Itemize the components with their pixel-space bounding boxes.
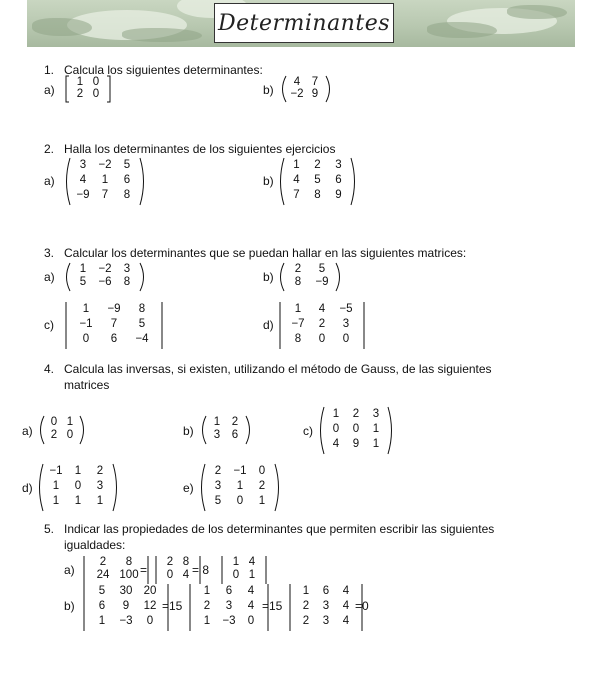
matrix-entry: −9 (107, 303, 121, 315)
matrix-entry: 0 (82, 333, 90, 345)
right-paren (113, 464, 117, 511)
q3-d-matrix (278, 302, 366, 349)
left-paren (41, 416, 45, 444)
q5-b-det1 (82, 584, 170, 631)
matrix-entry: 9 (122, 600, 130, 612)
matrix-entry: 1 (52, 480, 60, 492)
matrix-entry: 6 (98, 600, 106, 612)
question-4-number: 4. (44, 362, 55, 376)
left-paren (281, 263, 285, 291)
matrix-entry: 1 (74, 495, 82, 507)
matrix-entry: 4 (293, 76, 301, 88)
matrix-entry: 6 (110, 333, 118, 345)
right-paren (336, 263, 340, 291)
matrix-entry: 4 (247, 600, 255, 612)
matrix-entry: 1 (248, 569, 256, 581)
right-bracket (107, 76, 110, 102)
left-paren (202, 464, 206, 511)
matrix-entry: 2 (214, 465, 222, 477)
matrix-entry: 4 (248, 556, 256, 568)
matrix-entry: 6 (123, 174, 131, 186)
matrix-entry: 0 (236, 495, 244, 507)
q2-b-label: b) (263, 174, 274, 188)
matrix-entry: 1 (232, 556, 240, 568)
matrix-entry: 5 (138, 318, 146, 330)
matrix-entry: 4 (182, 569, 190, 581)
right-paren (388, 407, 392, 454)
q4-c-matrix (318, 407, 394, 454)
left-paren (40, 464, 44, 511)
matrix-entry: −3 (222, 615, 236, 627)
matrix-entry: −1 (79, 318, 93, 330)
q1-b-matrix (280, 76, 332, 102)
q4-d-label: d) (22, 481, 33, 495)
matrix-entry: 8 (123, 189, 131, 201)
question-3-text: Calcular los determinantes que se puedan hallar en las siguientes matrices: (64, 246, 467, 260)
matrix-entry: 4 (342, 585, 350, 597)
matrix-entry: −1 (49, 465, 63, 477)
matrix-entry: 0 (92, 76, 100, 88)
left-paren (281, 158, 285, 205)
matrix-entry: −2 (290, 88, 304, 100)
matrix-entry: 5 (314, 174, 321, 186)
matrix-entry: −6 (98, 276, 112, 288)
matrix-entry: 3 (213, 429, 221, 441)
matrix-entry: 1 (66, 416, 74, 428)
q4-e-matrix (199, 464, 281, 511)
q1-a-label: a) (44, 83, 55, 97)
matrix-entry: 0 (166, 569, 174, 581)
q2-a-label: a) (44, 174, 55, 188)
q3-c-matrix (64, 302, 164, 349)
q4-e-label: e) (183, 481, 194, 495)
matrix-entry: 1 (98, 615, 106, 627)
matrix-entry: 3 (372, 408, 380, 420)
matrix-entry: 1 (258, 495, 266, 507)
right-paren (351, 158, 355, 205)
q3-b-matrix (278, 263, 342, 291)
question-5-text-line1: Indicar las propiedades de los determinantes que permiten escribir las siguientes (64, 522, 495, 536)
matrix-entry: 0 (318, 333, 326, 345)
q2-a-matrix (64, 158, 146, 205)
matrix-entry: 4 (342, 615, 350, 627)
q1-a-matrix (64, 76, 112, 102)
matrix-entry: 8 (138, 303, 146, 315)
matrix-entry: 1 (101, 174, 109, 186)
matrix-entry: 24 (96, 569, 110, 581)
matrix-entry: 8 (125, 556, 133, 568)
q4-c-label: c) (303, 424, 313, 438)
matrix-entry: 7 (101, 189, 109, 201)
matrix-entry: 5 (214, 495, 222, 507)
right-paren (80, 416, 84, 444)
matrix-entry: −9 (315, 276, 329, 288)
matrix-entry: 5 (79, 276, 87, 288)
matrix-entry: 2 (166, 556, 174, 568)
right-paren (140, 263, 144, 291)
question-4-text-line2: matrices (64, 378, 110, 392)
matrix-entry: 6 (335, 174, 342, 186)
matrix-entry: 3 (322, 600, 330, 612)
matrix-entry: 5 (123, 159, 131, 171)
matrix-entry: 2 (99, 556, 107, 568)
matrix-entry: 2 (231, 416, 239, 428)
matrix-entry: 3 (335, 159, 342, 171)
q5-b-eq2: =15 (262, 599, 283, 613)
matrix-entry: 9 (335, 189, 342, 201)
matrix-entry: 3 (96, 480, 104, 492)
matrix-entry: 3 (342, 318, 350, 330)
matrix-entry: 0 (92, 88, 100, 100)
matrix-entry: 3 (123, 263, 131, 275)
matrix-entry: 2 (258, 480, 266, 492)
q4-b-label: b) (183, 424, 194, 438)
matrix-entry: 1 (96, 495, 104, 507)
matrix-entry: 8 (294, 276, 302, 288)
matrix-entry: 8 (182, 556, 190, 568)
question-4-text-line1: Calcula las inversas, si existen, utilizando el método de Gauss, de las siguientes (64, 362, 492, 376)
matrix-entry: 0 (66, 429, 74, 441)
matrix-entry: 1 (76, 76, 84, 88)
q5-b-det2 (188, 584, 270, 631)
matrix-entry: 7 (311, 76, 319, 88)
matrix-entry: 0 (74, 480, 82, 492)
matrix-entry: 4 (79, 174, 87, 186)
q3-a-matrix (64, 263, 146, 291)
matrix-entry: 8 (294, 333, 302, 345)
matrix-entry: 12 (143, 600, 157, 612)
matrix-entry: 2 (96, 465, 104, 477)
matrix-entry: 4 (247, 585, 255, 597)
matrix-entry: 1 (82, 303, 90, 315)
q5-b-det3 (288, 584, 364, 631)
matrix-entry: 7 (110, 318, 118, 330)
matrix-entry: 4 (318, 303, 326, 315)
matrix-entry: 2 (50, 429, 58, 441)
right-paren (326, 76, 330, 102)
right-paren (246, 416, 250, 444)
matrix-entry: 0 (332, 423, 340, 435)
matrix-entry: 2 (314, 159, 321, 171)
q2-b-matrix (278, 158, 357, 205)
left-bracket (66, 76, 69, 102)
q3-c-label: c) (44, 318, 54, 332)
matrix-entry: 0 (146, 615, 154, 627)
matrix-entry: 0 (232, 569, 240, 581)
left-paren (321, 407, 325, 454)
matrix-entry: 4 (293, 174, 300, 186)
question-1-number: 1. (44, 63, 55, 77)
matrix-entry: 20 (143, 585, 157, 597)
question-3-number: 3. (44, 246, 55, 260)
matrix-entry: 1 (52, 495, 60, 507)
matrix-entry: 2 (76, 88, 84, 100)
matrix-entry: −4 (135, 333, 149, 345)
q5-a-eq2: = 8 (192, 563, 210, 577)
right-paren (275, 464, 279, 511)
matrix-entry: 9 (352, 438, 360, 450)
q5-a-label: a) (64, 563, 75, 577)
matrix-entry: 2 (302, 615, 310, 627)
matrix-entry: 6 (231, 429, 239, 441)
matrix-entry: 100 (119, 569, 139, 581)
matrix-entry: 2 (352, 408, 360, 420)
matrix-entry: 1 (302, 585, 310, 597)
matrix-entry: 9 (311, 88, 319, 100)
q4-d-matrix (37, 464, 119, 511)
q4-b-matrix (200, 416, 252, 444)
matrix-entry: 8 (123, 276, 131, 288)
matrix-entry: 1 (294, 303, 302, 315)
question-2-number: 2. (44, 142, 55, 156)
matrix-entry: 7 (293, 189, 300, 201)
left-paren (203, 416, 207, 444)
matrix-entry: 8 (314, 189, 321, 201)
left-paren (67, 158, 71, 205)
q4-a-matrix (38, 416, 86, 444)
matrix-entry: 0 (352, 423, 360, 435)
page-title: Determinantes (217, 10, 391, 36)
matrix-entry: −2 (98, 159, 112, 171)
left-paren (67, 263, 71, 291)
matrix-entry: 0 (247, 615, 255, 627)
matrix-entry: −2 (98, 263, 112, 275)
matrix-entry: 3 (322, 615, 330, 627)
matrix-entry: 6 (322, 585, 330, 597)
matrix-entry: 30 (119, 585, 133, 597)
matrix-entry: 1 (79, 263, 87, 275)
matrix-entry: 1 (372, 423, 380, 435)
q1-b-label: b) (263, 83, 274, 97)
q5-b-eq1: =15 (162, 599, 183, 613)
q3-a-label: a) (44, 270, 55, 284)
matrix-entry: 2 (302, 600, 310, 612)
q3-d-label: d) (263, 318, 274, 332)
matrix-entry: 0 (258, 465, 266, 477)
left-paren (283, 76, 287, 102)
question-5-number: 5. (44, 522, 55, 536)
matrix-entry: 1 (293, 159, 300, 171)
matrix-entry: −5 (339, 303, 353, 315)
question-1-text: Calcula los siguientes determinantes: (64, 63, 263, 77)
matrix-entry: 2 (294, 263, 302, 275)
question-5-text-line2: igualdades: (64, 538, 126, 552)
page-title-box (214, 3, 394, 43)
q5-a-eq1: = (140, 563, 148, 577)
q5-b-label: b) (64, 599, 75, 613)
question-2-text: Halla los determinantes de los siguientes ejercicios (64, 142, 336, 156)
matrix-entry: 1 (372, 438, 380, 450)
matrix-entry: 4 (342, 600, 350, 612)
q5-b-eq3: =0 (355, 599, 369, 613)
matrix-entry: 5 (318, 263, 326, 275)
matrix-entry: −7 (291, 318, 305, 330)
matrix-entry: 3 (214, 480, 222, 492)
right-paren (140, 158, 144, 205)
matrix-entry: 1 (203, 585, 211, 597)
matrix-entry: 1 (74, 465, 82, 477)
matrix-entry: 1 (203, 615, 211, 627)
matrix-entry: 6 (225, 585, 233, 597)
q4-a-label: a) (22, 424, 33, 438)
matrix-entry: 2 (203, 600, 211, 612)
q5-a-det3 (220, 556, 268, 584)
matrix-entry: 5 (98, 585, 106, 597)
matrix-entry: 1 (213, 416, 221, 428)
matrix-entry: 0 (50, 416, 58, 428)
matrix-entry: −9 (76, 189, 90, 201)
matrix-entry: 0 (342, 333, 350, 345)
q3-b-label: b) (263, 270, 274, 284)
matrix-entry: 2 (318, 318, 326, 330)
matrix-entry: 3 (225, 600, 233, 612)
matrix-entry: 1 (332, 408, 340, 420)
matrix-entry: 4 (332, 438, 340, 450)
matrix-entry: 3 (79, 159, 87, 171)
matrix-entry: −1 (233, 465, 247, 477)
matrix-entry: −3 (119, 615, 133, 627)
matrix-entry: 1 (236, 480, 244, 492)
